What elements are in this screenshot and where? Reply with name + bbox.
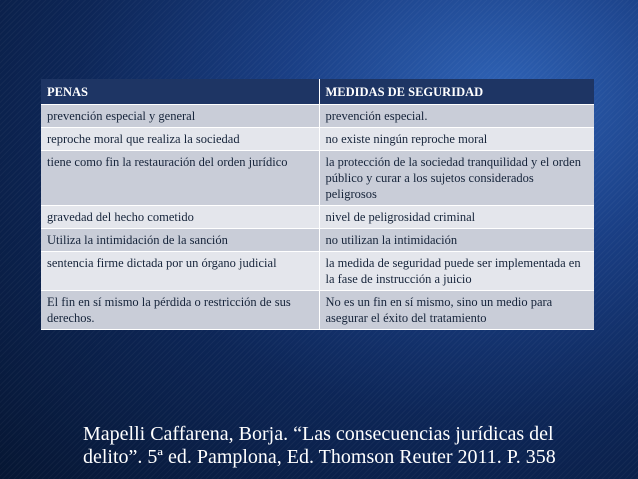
medidas-cell: nivel de peligrosidad criminal [319,206,594,229]
penas-cell: prevención especial y general [41,105,319,128]
header-penas: PENAS [41,79,319,105]
table-row [41,151,594,206]
penas-cell: Utiliza la intimidación de la sanción [41,229,319,252]
penas-cell: reproche moral que realiza la sociedad [41,128,319,151]
table-header-row [41,79,594,105]
citation [83,423,603,469]
table-row [41,229,594,252]
table-row [41,128,594,151]
penas-cell: tiene como fin la restauración del orden jurídico [41,151,319,206]
medidas-cell: la protección de la sociedad tranquilidad y el orden público y curar a los sujetos considerados peligrosos [319,151,594,206]
citation-line-2: delito”. 5ª ed. Pamplona, Ed. Thomson Reuter 2011. P. 358 [83,446,556,468]
penas-cell: El fin en sí mismo la pérdida o restricción de sus derechos. [41,291,319,330]
header-medidas-de-seguridad: MEDIDAS DE SEGURIDAD [319,79,594,105]
table-row [41,206,594,229]
medidas-cell: prevención especial. [319,105,594,128]
penas-cell: sentencia firme dictada por un órgano judicial [41,252,319,291]
medidas-cell: la medida de seguridad puede ser implementada en la fase de instrucción a juicio [319,252,594,291]
penas-cell: gravedad del hecho cometido [41,206,319,229]
comparison-table [41,79,594,330]
citation-line-1: Mapelli Caffarena, Borja. “Las consecuencias jurídicas del [83,423,554,445]
medidas-cell: No es un fin en sí mismo, sino un medio para asegurar el éxito del tratamiento [319,291,594,330]
table-row [41,105,594,128]
medidas-cell: no existe ningún reproche moral [319,128,594,151]
medidas-cell: no utilizan la intimidación [319,229,594,252]
table-row [41,291,594,330]
table-row [41,252,594,291]
